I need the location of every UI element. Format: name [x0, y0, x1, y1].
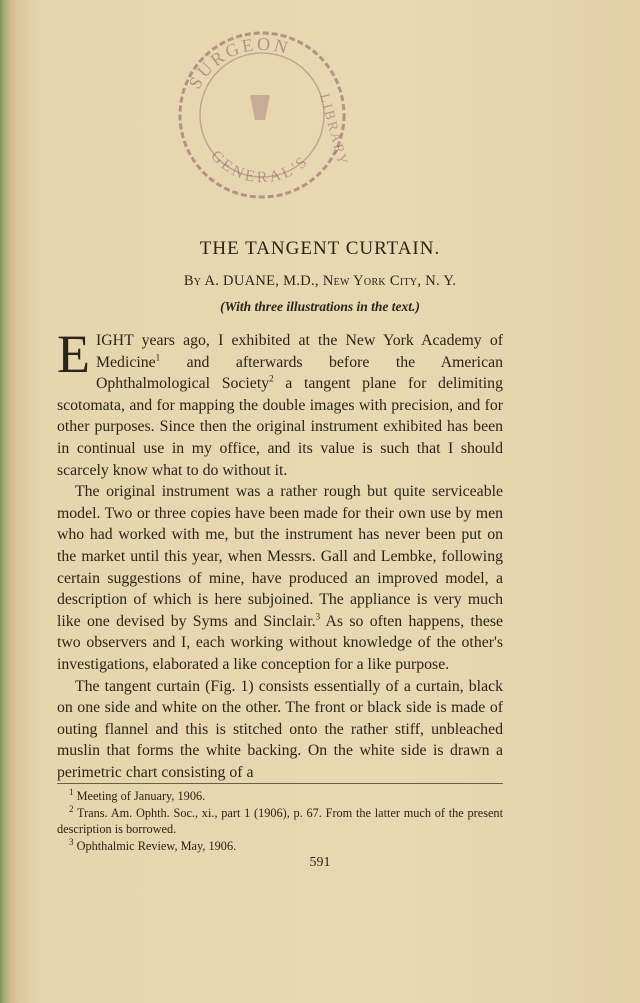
stamp-bottom-text: GENERAL'S: [207, 147, 313, 187]
library-stamp: [170, 25, 355, 205]
paragraph-2-text-a: The original instrument was a rather rough but quite serviceable model. Two or three copies have been made for their own use by men who had worked with me, but the instrument has never been put on the market until this year, when Messrs. Gall and Lembke, following certain suggestions of mine, have produced an improved model, a description of which is here subjoined. The appliance is very much like one devised by Syms and Sinclair.: [57, 483, 503, 630]
footnote-ref-1: 1: [155, 352, 161, 363]
svg-text:GENERAL'S: [207, 147, 313, 186]
byline: [0, 273, 640, 290]
stamp-right-text: LIBRARY: [316, 92, 350, 169]
footnote-2-text: Trans. Am. Ophth. Soc., xi., part 1 (1906), p. 67. From the latter much of the present description is borrowed.: [57, 805, 503, 836]
footnote-3-mark: 3: [69, 836, 74, 847]
paragraph-1-text-c: a tangent plane for delimiting scotomata, and for mapping the double images with precision, and for other purposes. Since then the original instrument exhibited has been in continual use in my office, and its value is such that I should scarcely know what to do without it.: [57, 375, 503, 479]
footnotes: [57, 788, 503, 854]
page-number: 591: [309, 855, 331, 870]
paragraph-1-text-a: IGHT years ago, I exhibited at the New York Academy of Medicine: [96, 332, 503, 371]
footnote-ref-2: 2: [269, 373, 274, 384]
byline-by: By: [183, 273, 202, 289]
footnote-1: [57, 788, 503, 805]
paragraph-2: [57, 481, 503, 675]
drop-cap: E: [57, 324, 90, 384]
footnote-rule: [57, 783, 503, 784]
article-title: THE TANGENT CURTAIN.: [199, 238, 441, 259]
paragraph-1-text-b: and afterwards before the American Ophthalmological Society: [96, 353, 503, 393]
byline-city: New York City,: [322, 273, 422, 289]
footnote-2: [57, 805, 503, 838]
paragraph-2-text-b: As so often happens, these two observers and I, each working without knowledge of the other's investigations, elaborated a like conception for a like purpose.: [57, 612, 504, 673]
paragraph-1: [57, 324, 503, 481]
footnote-ref-3: 3: [315, 611, 321, 622]
footnote-1-mark: 1: [69, 786, 74, 797]
byline-state: N. Y.: [425, 273, 457, 289]
stamp-top-text: SURGEON: [184, 33, 293, 93]
illustrations-note: (With three illustrations in the text.): [220, 299, 420, 314]
footnote-2-mark: 2: [69, 803, 74, 814]
stamp-emblem-icon: [250, 95, 270, 120]
byline-author: A. DUANE, M.D.,: [204, 273, 319, 289]
binding-edge: [0, 0, 10, 1003]
paragraph-3: The tangent curtain (Fig. 1) consists essentially of a curtain, black on one side and white on the other. The front or black side is made of outing flannel and this is stitched onto the rather stiff, unbleached muslin that forms the white backing. On the white side is drawn a perimetric chart consisting of a: [57, 677, 503, 781]
article-body: [57, 324, 504, 783]
svg-text:SURGEON: [185, 34, 293, 92]
footnote-3: [57, 838, 503, 855]
footnote-3-text: Ophthalmic Review, May, 1906.: [73, 838, 237, 853]
footnote-1-text: Meeting of January, 1906.: [73, 789, 206, 803]
